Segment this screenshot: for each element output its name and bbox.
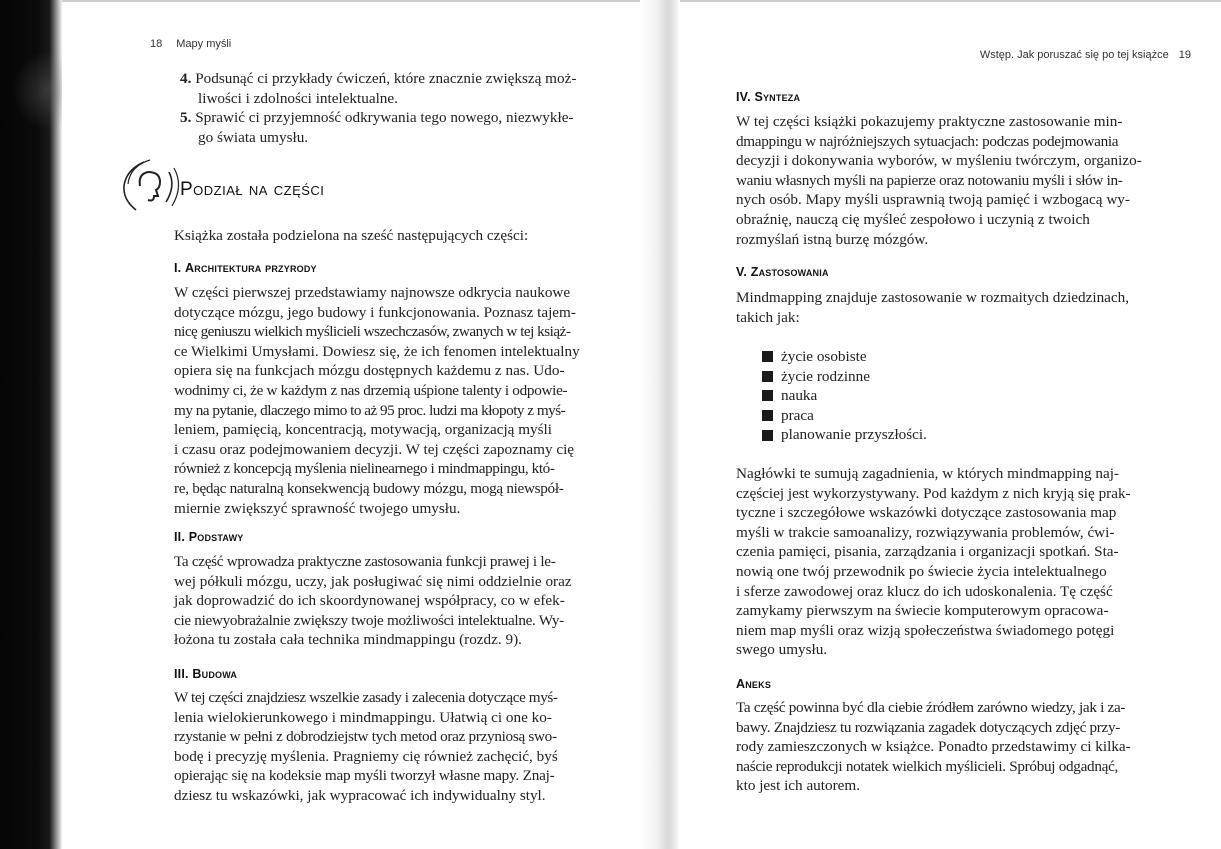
text-line: W tej części książki pokazujemy praktyczne zastosowanie min- — [736, 113, 1123, 130]
text-line: my na pytanie, dlaczego mimo to aż 95 proc. ludzi ma kłopoty z myś- — [174, 401, 566, 419]
page-number: 19 — [1178, 49, 1191, 61]
text-line: dotyczące mózgu, jego budowy i funkcjonowania. Poznasz tajem- — [174, 303, 576, 321]
square-bullet-icon — [762, 351, 773, 362]
text-line: nicę geniuszu wielkich myślicieli wszechczasów, zwanych w tej książ- — [174, 323, 571, 341]
text-line: takich jak: — [736, 308, 800, 326]
text-line: Ta część powinna być dla ciebie źródłem zarówno wiedzy, jak i za- — [736, 699, 1126, 716]
bullet-text: planowanie przyszłości. — [781, 426, 927, 444]
left-page — [62, 0, 640, 849]
section-body — [174, 283, 640, 518]
list-number: 4. — [180, 70, 192, 87]
section-body — [736, 464, 1192, 660]
text-line: decyzji i dokonywania wyborów, w myśleniu twórczym, organizo- — [736, 152, 1142, 170]
text-line: re, będąc naturalną konsekwencją budowy mózgu, mogą niewspół- — [174, 479, 564, 497]
section-number: I. — [174, 261, 182, 275]
section-heading — [736, 677, 771, 691]
text-line: dmappingu w najróżniejszych sytuacjach: podczas podejmowania — [736, 132, 1119, 150]
text-line: czenia pamięci, pisania, zarządzania i organizacji spotkań. Sta- — [736, 543, 1119, 561]
text-line: Ta część wprowadza praktyczne zastosowania funkcji prawej i le- — [174, 553, 556, 570]
text-line: kto jest ich autorem. — [736, 777, 860, 795]
section-title: Synteza — [754, 90, 801, 104]
text-line: cie niewyobrażalnie zwiększy twoje możliwości intelektualne. Wy- — [174, 611, 564, 629]
section-body — [736, 112, 1192, 249]
scan-dark-edge — [0, 0, 62, 849]
section-title: Zastosowania — [750, 265, 829, 279]
section-title: Budowa — [192, 667, 238, 681]
section-heading — [174, 530, 244, 544]
text-line: naście reprodukcji notatek wielkich myślicieli. Spróbuj odgadnąć, — [736, 757, 1119, 775]
bullet-list — [762, 347, 927, 445]
section-heading — [174, 667, 237, 681]
text-line: W części pierwszej przedstawiamy najnowsze odkrycia naukowe — [174, 284, 571, 301]
list-number: 5. — [180, 109, 192, 126]
section-number: II. — [174, 530, 186, 544]
square-bullet-icon — [762, 410, 773, 421]
list-item — [762, 347, 927, 367]
bullet-text: nauka — [781, 387, 818, 405]
text-line: miernie zwiększyć sprawność twojego umysłu. — [174, 499, 461, 517]
list-text: Sprawić ci przyjemność odkrywania tego nowego, niezwykłe- — [195, 109, 574, 126]
text-line: niem map myśli oraz wizją społeczeństwa świadomego potęgi — [736, 621, 1115, 639]
list-text: go świata umysłu. — [198, 128, 309, 146]
text-line: tyczne i szczegółowe wskazówki dotyczące zastosowania map — [736, 504, 1117, 522]
text-line: wodnimy ci, że w każdym z nas drzemią uśpione talenty i odpowie- — [174, 381, 568, 399]
list-text: liwości i zdolności intelektualne. — [198, 89, 398, 107]
text-line: leniem, pamięcią, koncentracją, motywacją, organizacją myśli — [174, 421, 552, 439]
text-line: W tej części znajdziesz wszelkie zasady i zalecenia dotyczące myś- — [174, 689, 558, 706]
list-item — [762, 386, 927, 406]
text-line: jak doprowadzić do ich skoordynowanej współpracy, co w efek- — [174, 592, 565, 610]
page-number: 18 — [150, 38, 163, 50]
text-line: zamykamy pierwszym na świecie komputerowym opracowa- — [736, 602, 1109, 620]
section-body — [736, 698, 1192, 796]
text-line: bawy. Znajdziesz tu rozwiązania zagadek dotyczących zdjęć przy- — [736, 718, 1121, 736]
main-heading: Podział na części — [180, 179, 325, 200]
book-spine — [640, 0, 680, 849]
bullet-text: praca — [781, 406, 814, 424]
list-text: Podsunąć ci przykłady ćwiczeń, które znacznie zwiększą moż- — [195, 70, 577, 87]
bullet-text: życie osobiste — [781, 348, 867, 365]
intro-paragraph: Książka została podzielona na sześć następujących części: — [174, 227, 529, 244]
right-page — [680, 0, 1221, 849]
square-bullet-icon — [762, 430, 773, 441]
section-heading — [736, 265, 829, 279]
text-line: również z koncepcją myślenia nielinearnego i mindmappingu, któ- — [174, 460, 555, 478]
section-number: V. — [736, 265, 748, 279]
running-head-title: Mapy myśli — [176, 38, 232, 50]
text-line: obraźnię, nauczą cię myśleć zespołowo i uczynią z twoich — [736, 210, 1090, 228]
section-body — [174, 688, 640, 806]
list-item — [180, 69, 600, 108]
text-line: rzystanie w pełni z dobrodziejstw tych metod oraz przyniosą swo- — [174, 728, 557, 746]
section-body — [736, 288, 1192, 327]
text-line: Mindmapping znajduje zastosowanie w rozmaitych dziedzinach, — [736, 289, 1130, 306]
text-line: nowią one twój przewodnik po świecie życia intelektualnego — [736, 562, 1107, 580]
section-heading — [174, 261, 317, 275]
text-line: lenia wielokierunkowego i mindmappingu. Ułatwią ci one ko- — [174, 708, 552, 726]
section-number: III. — [174, 667, 189, 681]
running-head-left — [150, 38, 231, 50]
section-title: Aneks — [736, 677, 772, 691]
text-line: wej półkuli mózgu, uczy, jak posługiwać się nimi oddzielnie oraz — [174, 572, 572, 590]
text-line: i czasu oraz podejmowaniem decyzji. W tej części zapoznamy cię — [174, 440, 575, 458]
text-line: i sferze zawodowej oraz klucz do ich udoskonalenia. Tę część — [736, 582, 1113, 600]
list-item — [762, 425, 927, 445]
running-head-title: Wstęp. Jak poruszać się po tej książce — [979, 49, 1169, 61]
section-title: Architektura przyrody — [185, 261, 317, 275]
section-number: IV. — [736, 90, 751, 104]
head-profile-icon — [114, 156, 189, 218]
section-title: Podstawy — [188, 530, 244, 544]
text-line: myśli w trakcie samoanalizy, rozwiązywania problemów, ćwi- — [736, 523, 1115, 541]
square-bullet-icon — [762, 390, 773, 401]
text-line: opierając się na kodeksie map myśli tworzył własne mapy. Znaj- — [174, 767, 555, 785]
list-item — [762, 367, 927, 387]
text-line: Nagłówki te sumują zagadnienia, w których mindmapping naj- — [736, 465, 1119, 482]
text-line: waniu własnych myśli na papierze oraz notowaniu myśli i słów in- — [736, 171, 1123, 189]
list-item — [180, 108, 600, 147]
section-body — [174, 552, 640, 650]
text-line: rody zamieszczonych w książce. Ponadto przedstawimy ci kilka- — [736, 738, 1131, 756]
section-heading — [736, 90, 800, 104]
text-line: ce Wielkimi Umysłami. Dowiesz się, że ich fenomen intelektualny — [174, 342, 580, 360]
text-line: rozmyślań istną burzę mózgów. — [736, 230, 929, 248]
square-bullet-icon — [762, 371, 773, 382]
text-line: opiera się na funkcjach mózgu dostępnych każdemu z nas. Udo- — [174, 362, 565, 380]
text-line: częściej jest wykorzystywany. Pod każdym z nich kryją się prak- — [736, 484, 1131, 502]
running-head-right — [980, 49, 1191, 61]
text-line: nych osób. Mapy myśli usprawnią twoją pamięć i wzbogacą wy- — [736, 191, 1130, 209]
text-line: swego umysłu. — [736, 641, 828, 659]
text-line: bodę i precyzję myślenia. Pragniemy cię również zachęcić, byś — [174, 747, 558, 765]
list-item — [762, 406, 927, 426]
text-line: łożona tu została cała technika mindmappingu (rozdz. 9). — [174, 631, 522, 649]
text-line: dziesz tu wskazówki, jak wypracować ich indywidualny styl. — [174, 786, 546, 804]
bullet-text: życie rodzinne — [781, 367, 870, 385]
